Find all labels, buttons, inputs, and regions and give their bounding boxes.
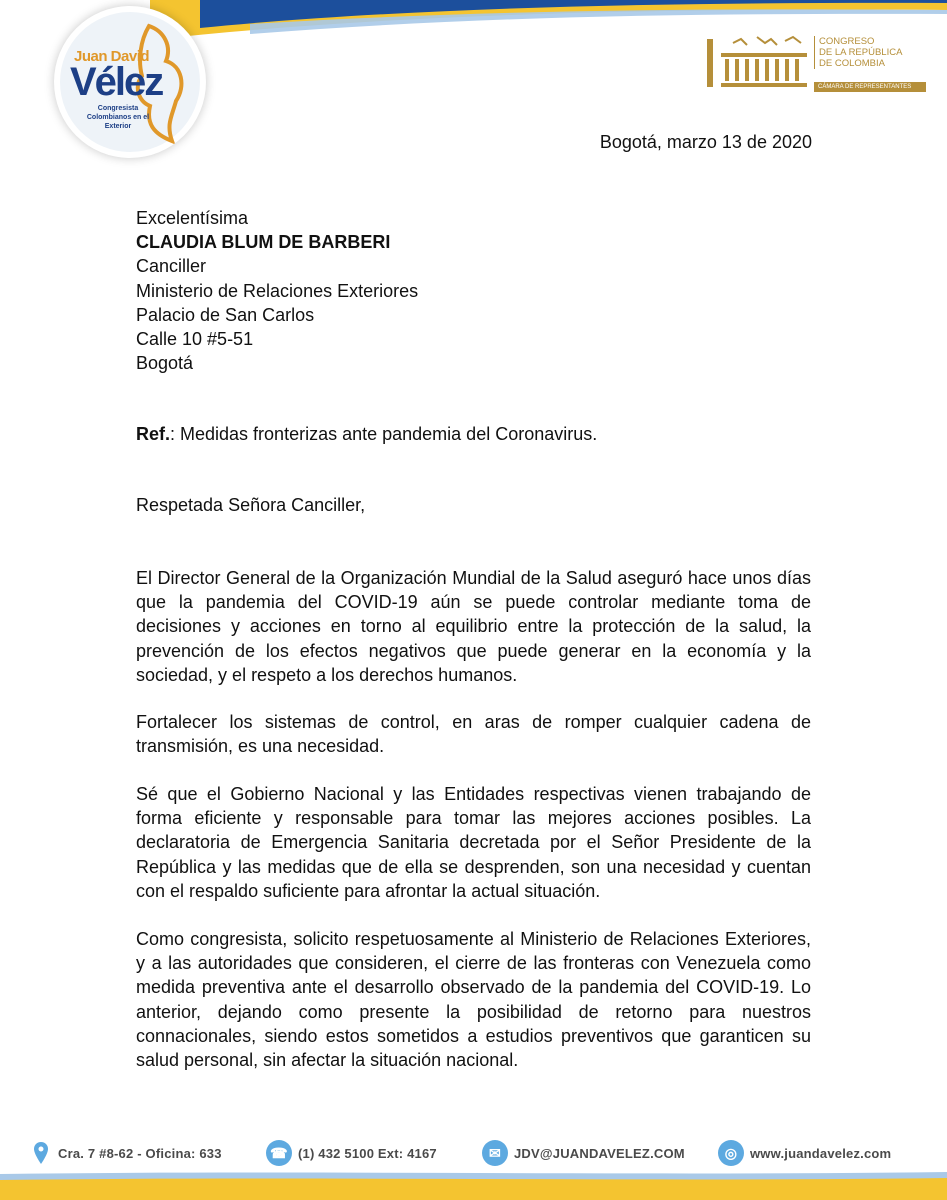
body-paragraph: Como congresista, solicito respetuosamente al Ministerio de Relaciones Exteriores, y a las autoridades que consideren, el cierre de las fronteras con Venezuela como medida preventiva ante el desarrollo observado de la pandemia del COVID-19. Lo anterior, dejando como presente la posibilidad de retorno para nuestros connacionales, siendo estos sometidos a estudios preventivos que garanticen su salud personal, sin afectar la situación nacional.: [136, 929, 811, 1071]
logo-subtitle-line2: Colombianos en el Exterior: [86, 114, 150, 130]
footer-email-text: JDV@JUANDAVELEZ.COM: [514, 1145, 685, 1161]
globe-icon: ◎: [718, 1140, 744, 1166]
body-paragraph: Sé que el Gobierno Nacional y las Entidades respectivas vienen trabajando de forma eficiente y responsable para tomar las mejores acciones posibles. La declaratoria de Emergencia Sanitaria decretada por el Señor Presidente de la República y las medidas que de ella se desprenden, son una necesidad y cuentan con el respaldo suficiente para afrontar la actual situación.: [136, 784, 811, 901]
recipient-block: [136, 206, 418, 375]
congreso-subtitle: CÁMARA DE REPRESENTANTES: [814, 82, 926, 92]
letter-date: Bogotá, marzo 13 de 2020: [599, 132, 812, 152]
reference-line: [136, 424, 597, 445]
phone-icon: ☎: [266, 1140, 292, 1166]
congreso-line3: DE COLOMBIA: [819, 58, 885, 69]
recipient-office: Ministerio de Relaciones Exteriores: [136, 280, 419, 301]
footer-bands: [0, 1150, 947, 1200]
recipient-name: CLAUDIA BLUM DE BARBERI: [136, 232, 391, 253]
body-paragraph: Fortalecer los sistemas de control, en aras de romper cualquier cadena de transmisión, es una necesidad.: [136, 712, 811, 757]
footer-phone-text: (1) 432 5100 Ext: 4167: [298, 1145, 437, 1161]
mail-icon: ✉: [482, 1140, 508, 1166]
recipient-address: Calle 10 #5-51: [136, 329, 254, 350]
logo-name-big: Vélez: [70, 60, 163, 104]
recipient-city: Bogotá: [136, 353, 194, 374]
congreso-title: [814, 36, 929, 69]
logo-subtitle-line1: Congresista: [97, 105, 139, 112]
body-paragraph: El Director General de la Organización Mundial de la Salud aseguró hace unos días que la pandemia del COVID-19 aún se puede controlar mediante toma de decisiones y acciones en torno al equilibrio entre la protección de la salud, la prevención de los efectos negativos que puede generar en la economía y la sociedad, y el respeto a los derechos humanos.: [136, 568, 811, 685]
recipient-position: Canciller: [136, 256, 207, 277]
recipient-building: Palacio de San Carlos: [136, 304, 315, 325]
greeting: Respetada Señora Canciller,: [136, 495, 366, 515]
footer-address-text: Cra. 7 #8-62 - Oficina: 633: [58, 1145, 222, 1161]
reference-label: Ref.: [136, 424, 171, 444]
recipient-title: Excelentísima: [136, 208, 249, 228]
juan-david-velez-logo: [54, 6, 206, 158]
congreso-line2: DE LA REPÚBLICA: [819, 47, 903, 58]
reference-text: : Medidas fronterizas ante pandemia del Coronavirus.: [170, 424, 598, 444]
logo-name-small: Juan David: [74, 48, 150, 65]
footer-web-text: www.juandavelez.com: [750, 1145, 892, 1161]
congreso-building-icon: [707, 33, 809, 93]
logo-subtitle: [80, 104, 156, 131]
congreso-line1: CONGRESO: [819, 36, 875, 47]
